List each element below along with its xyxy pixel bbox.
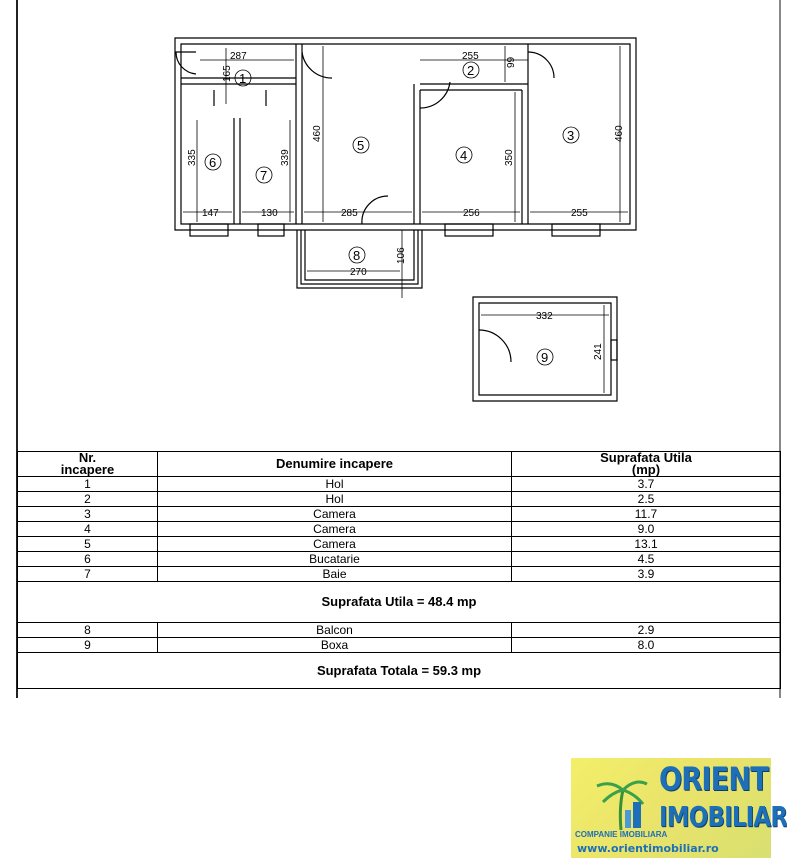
dimension-lines <box>183 46 628 393</box>
room-number: 3 <box>567 128 575 143</box>
logo-word-orient: ORIENT <box>659 760 768 798</box>
summary-utila: Suprafata Utila = 48.4 mp <box>18 582 781 623</box>
header-nr-line1: Nr. <box>78 450 97 465</box>
row-name: Camera <box>158 537 512 552</box>
table-row <box>18 638 781 653</box>
header-nr <box>18 452 158 477</box>
row-area: 9.0 <box>512 522 781 537</box>
row-nr: 7 <box>18 567 158 582</box>
room-number: 6 <box>209 155 217 170</box>
row-area: 13.1 <box>512 537 781 552</box>
header-area-line2: (mp) <box>631 462 661 477</box>
dim-label: 270 <box>350 267 367 278</box>
table-row <box>18 537 781 552</box>
row-name: Camera <box>158 522 512 537</box>
room-number: 9 <box>541 350 549 365</box>
dim-label: 460 <box>614 125 625 142</box>
row-area: 3.9 <box>512 567 781 582</box>
dim-label: 255 <box>571 208 588 219</box>
dim-label: 332 <box>536 311 553 322</box>
row-name: Bucatarie <box>158 552 512 567</box>
dimension-labels <box>187 51 625 360</box>
row-nr: 8 <box>18 623 158 638</box>
summary-totala-row <box>18 653 781 689</box>
dim-label: 165 <box>222 65 233 82</box>
header-area-line1: Suprafata Utila <box>600 450 692 465</box>
table-header <box>18 452 781 477</box>
logo-tagline: COMPANIE IMOBILIARA <box>575 830 668 839</box>
row-nr: 6 <box>18 552 158 567</box>
row-name: Baie <box>158 567 512 582</box>
row-nr: 5 <box>18 537 158 552</box>
table-row <box>18 567 781 582</box>
row-nr: 9 <box>18 638 158 653</box>
table-row <box>18 623 781 638</box>
row-name: Hol <box>158 492 512 507</box>
dim-label: 285 <box>341 208 358 219</box>
row-nr: 3 <box>18 507 158 522</box>
row-area: 11.7 <box>512 507 781 522</box>
table-row <box>18 477 781 492</box>
dim-label: 350 <box>504 149 515 166</box>
orient-imobiliar-logo <box>571 758 787 858</box>
rooms-table <box>17 451 781 689</box>
row-nr: 2 <box>18 492 158 507</box>
dim-label: 106 <box>396 247 407 264</box>
row-nr: 1 <box>18 477 158 492</box>
room-number: 2 <box>467 63 475 78</box>
dim-label: 287 <box>230 51 247 62</box>
row-name: Balcon <box>158 623 512 638</box>
row-nr: 4 <box>18 522 158 537</box>
row-area: 8.0 <box>512 638 781 653</box>
row-name: Hol <box>158 477 512 492</box>
header-area <box>512 452 781 477</box>
palm-tree-icon <box>591 772 651 832</box>
summary-utila-row <box>18 582 781 623</box>
row-area: 2.9 <box>512 623 781 638</box>
header-name: Denumire incapere <box>158 452 512 477</box>
dim-label: 256 <box>463 208 480 219</box>
table-row <box>18 552 781 567</box>
row-name: Camera <box>158 507 512 522</box>
row-area: 4.5 <box>512 552 781 567</box>
row-area: 2.5 <box>512 492 781 507</box>
table-row <box>18 507 781 522</box>
room-number: 1 <box>239 71 247 86</box>
logo-url: www.orientimobiliar.ro <box>577 842 719 855</box>
logo-word-imobiliar: IMOBILIAR <box>659 800 787 833</box>
walls <box>175 38 636 401</box>
dim-label: 241 <box>593 343 604 360</box>
table-row <box>18 492 781 507</box>
dim-label: 460 <box>312 125 323 142</box>
room-number: 7 <box>260 168 268 183</box>
header-nr-line2: incapere <box>60 462 115 477</box>
dim-label: 99 <box>506 56 517 68</box>
room-number: 8 <box>353 248 361 263</box>
table-row <box>18 522 781 537</box>
dim-label: 130 <box>261 208 278 219</box>
summary-totala: Suprafata Totala = 59.3 mp <box>18 653 781 689</box>
room-number: 4 <box>460 148 468 163</box>
row-area: 3.7 <box>512 477 781 492</box>
dim-label: 339 <box>280 149 291 166</box>
dim-label: 335 <box>187 149 198 166</box>
row-name: Boxa <box>158 638 512 653</box>
dim-label: 147 <box>202 208 219 219</box>
room-number: 5 <box>357 138 365 153</box>
dim-label: 255 <box>462 51 479 62</box>
